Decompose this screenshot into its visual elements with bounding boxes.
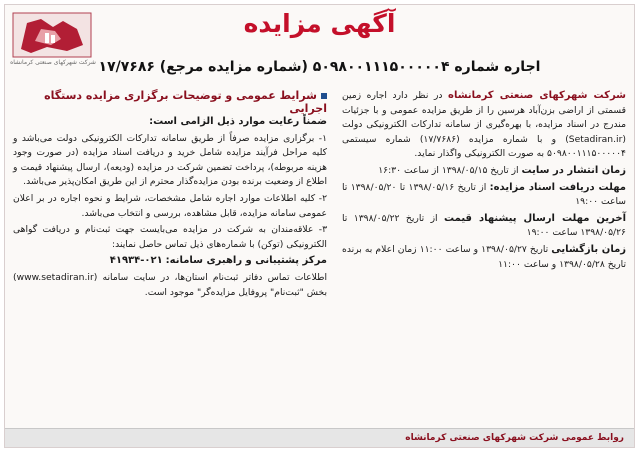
notice-subtitle: اجاره شماره ۵۰۹۸۰۰۱۱۱۵۰۰۰۰۰۴ (شماره مزایده مرجع) ۱۷/۷۶۸۶	[98, 59, 541, 75]
notice-title: آگهی مزایده	[243, 9, 396, 38]
intro-text: در نظر دارد اجاره زمین قسمتی از اراضی بزن‌آباد هرسین را از طریق مزایده عمومی و با جزئیات مندرج در اسناد مزایده، با بهره‌گیری از سامانه تدارکات الکترونیکی دولت (Setadiran.ir) و با شماره مزایده (۱۷/۷۶۸۶) شماره سیستمی ۵۰۹۸۰۰۱۱۱۵۰۰۰۰۰۴ به صورت الکترونیکی واگذار نماید.	[342, 90, 626, 160]
contact-paragraph: اطلاعات تماس دفاتر ثبت‌نام استان‌ها، در سایت سامانه (www.setadiran.ir) بخش "ثبت‌نام" پروفایل مزایده‌گر" موجود است.	[13, 271, 327, 298]
publish-label: زمان انتشار در سایت	[521, 164, 626, 176]
open-label: زمان بازگشایی	[551, 243, 627, 255]
doc-label: مهلت دریافت اسناد مزایده:	[489, 181, 626, 193]
intro-paragraph	[342, 89, 626, 162]
support-paragraph	[13, 254, 327, 269]
support-phone: ۰۲۱-۴۱۹۳۴	[109, 255, 163, 267]
condition-item-3: ۳- علاقه‌مندان به شرکت در مزایده می‌بایست جهت ثبت‌نام و دریافت گواهی الکترونیکی (توکن) با شماره‌های ذیل تماس حاصل نمایند:	[13, 224, 327, 250]
doc-paragraph	[342, 181, 626, 210]
offer-label: آخرین مهلت ارسال پیشنهاد قیمت	[444, 212, 627, 224]
conditions-title	[13, 89, 327, 115]
logo-caption: شرکت شهرکهای صنعتی کرمانشاه	[10, 59, 96, 66]
company-name: شرکت شهرکهای صنعتی کرمانشاه	[448, 90, 626, 101]
doc-text: از تاریخ ۱۳۹۸/۰۵/۱۶ تا ۱۳۹۸/۰۵/۲۰ تا ساعت ۱۹:۰۰	[342, 181, 626, 208]
right-column	[342, 89, 626, 274]
must-label: ضمناً رعایت موارد ذیل الزامی است:	[149, 116, 327, 127]
offer-paragraph	[342, 212, 626, 241]
open-text: تاریخ ۱۳۹۸/۰۵/۲۷ و ساعت ۱۱:۰۰ زمان اعلام به برنده تاریخ ۱۳۹۸/۰۵/۲۸ و ساعت ۱۱:۰۰	[342, 243, 626, 270]
left-column	[13, 115, 327, 302]
notice-page	[4, 4, 635, 448]
open-paragraph	[342, 243, 626, 272]
publish-text: از تاریخ ۱۳۹۸/۰۵/۱۵ از ساعت ۱۶:۳۰	[378, 164, 519, 176]
condition-item-2: ۲- کلیه اطلاعات موارد اجاره شامل مشخصات، شرایط و نحوه اجاره در بر اعلان عمومی سامانه مزایده، قابل مشاهده، بررسی و انتخاب می‌باشد.	[13, 192, 327, 219]
publish-paragraph	[342, 164, 626, 179]
condition-item-1: ۱- برگزاری مزایده صرفاً از طریق سامانه تدارکات الکترونیکی دولت می‌باشد و کلیه مراحل فرآیند مزایده شامل خرید و دریافت اسناد مزایده (در صورت وجود هزینه مربوطه)، پرداخت تضمین شرکت در مزایده (ودیعه)، ارسال پیشنهاد قیمت و اطلاع از وضعیت برنده بودن مزایده‌گذار محترم از این طریق امکان‌پذیر می‌باشد.	[13, 132, 327, 188]
offer-text: از تاریخ ۱۳۹۸/۰۵/۲۲ تا ۱۳۹۸/۰۵/۲۶ ساعت ۱۹:۰۰	[342, 212, 626, 239]
square-bullet-icon	[321, 93, 327, 99]
footer: روابط عمومی شرکت شهرکهای صنعتی کرمانشاه	[5, 428, 634, 447]
support-label: مرکز پشتیبانی و راهبری سامانه:	[165, 255, 327, 267]
conditions-title-text: شرایط عمومی و توضیحات برگزاری مزایده دستگاه اجرایی	[44, 89, 327, 115]
